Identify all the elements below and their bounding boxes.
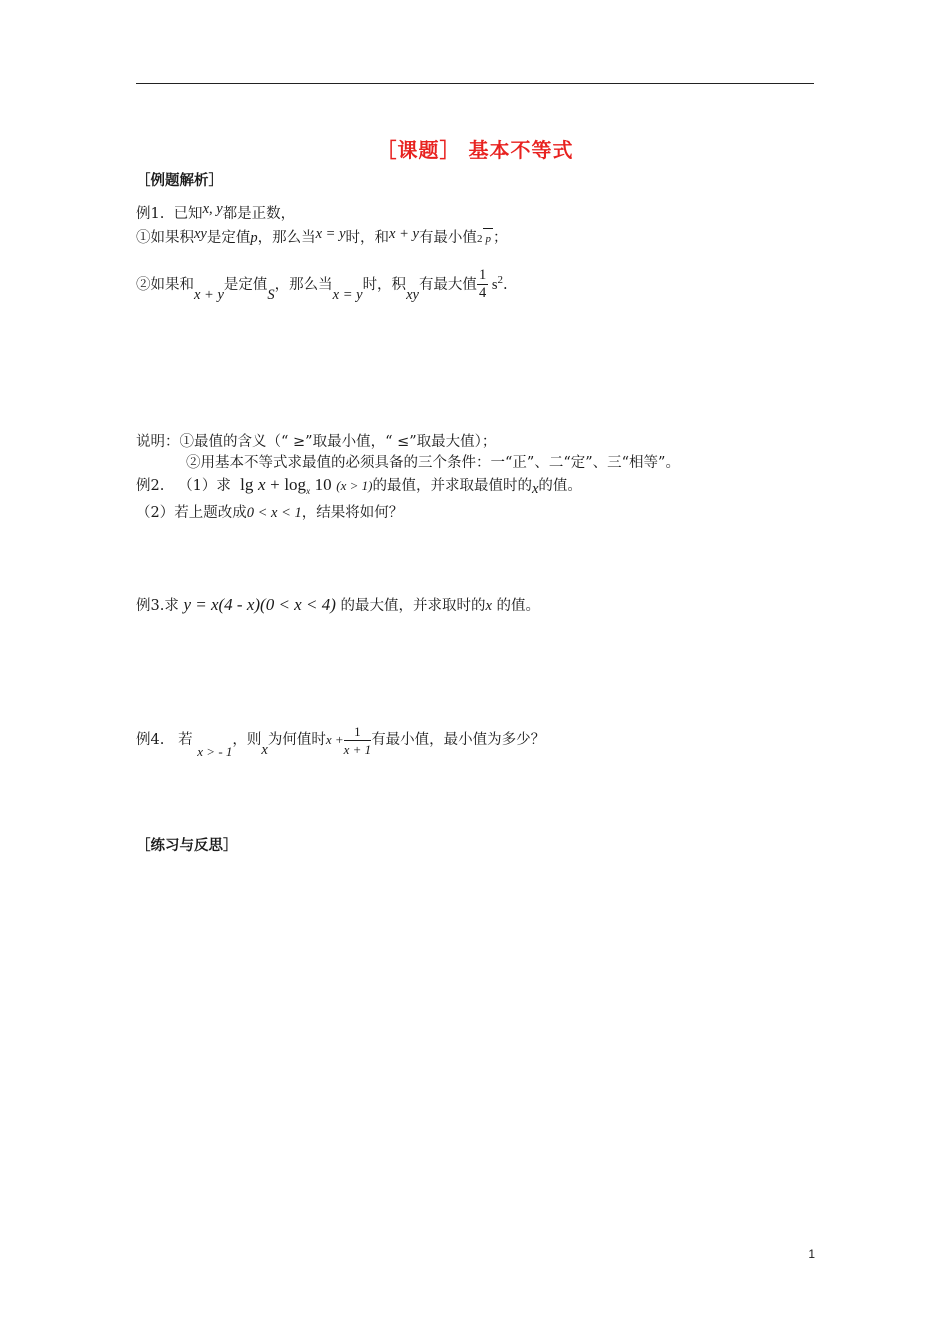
ex3: 例3.求 y = x(4 - x)(0 < x < 4) 的最大值，并求取时的x 的值。 xyxy=(136,595,541,614)
ex4: 例4. 若 x > - 1，则x为何值时x + $\frac{1}{x + 1}$ 有最小值，最小值为多少？ xyxy=(136,723,546,759)
fraction-one-over-x-plus-one: $\frac{1}{x + 1}$ xyxy=(343,723,372,757)
header-rule xyxy=(136,83,814,84)
fraction-one-quarter: $\frac{1}{4}$ xyxy=(478,267,487,302)
ex1-intro: 例1. 已知x, y都是正数， xyxy=(136,201,296,222)
ex1-part1: ①如果积xy是定值p，那么当x = y时，和x + y有最小值2 p ； xyxy=(136,228,507,249)
section-examples: ［例题解析］ xyxy=(136,172,223,189)
ex3-label: 例3. xyxy=(136,598,165,614)
ex2-label: 例2. xyxy=(136,478,165,494)
page-number: 1 xyxy=(808,1247,815,1261)
ex2-part2: （2）若上题改成0 < x < 1，结果将如何？ xyxy=(136,505,404,521)
section-practice: ［练习与反思］ xyxy=(136,837,238,854)
page-title: ［课题］ 基本不等式 xyxy=(376,138,574,162)
ex1-part2: ②如果和x + y是定值S，那么当x = y时，积xy有最大值 $\frac{1}{4}$ $s^2$. xyxy=(136,267,508,303)
note-line-2: ②用基本不等式求最值的必须具备的三个条件：一“正”、二“定”、三“相等”。 xyxy=(186,455,680,471)
ex4-label: 例4. xyxy=(136,732,165,748)
sqrt-p: p xyxy=(483,228,493,249)
ex1-vars: x, y xyxy=(202,201,223,217)
ex1-label: 例1. xyxy=(136,206,165,222)
note-line-1: 说明：①最值的含义（“ ≥”取最小值，“ ≤”取最大值）； xyxy=(136,434,497,450)
ex2-part1: 例2. （1）求 $\lg x + \log_x 10$ (x > 1)的最值，并求取最值时的x的值。 xyxy=(136,475,582,497)
